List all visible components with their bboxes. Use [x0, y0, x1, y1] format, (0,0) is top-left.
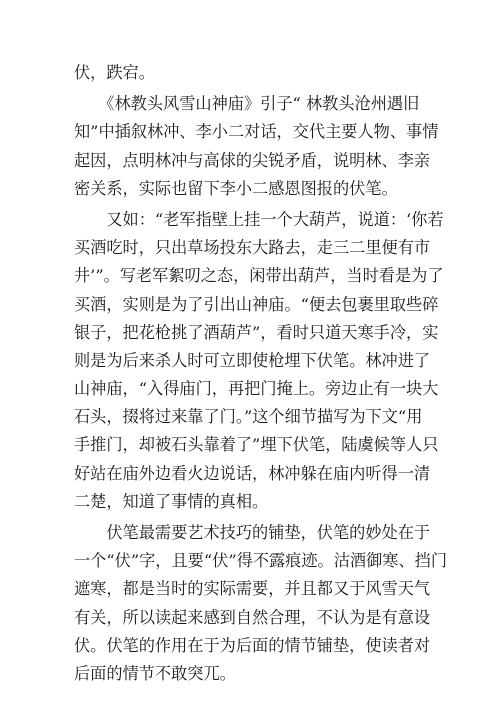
text-line: 买酒，实则是为了引出山神庙。“便去包裹里取些碎 [74, 294, 439, 314]
text-line: 山神庙，“入得庙门，再把门掩上。旁边止有一块大 [74, 379, 439, 399]
text-line: 《林教头风雪山神庙》引子“ 林教头沧州遇旧 [74, 94, 420, 114]
text-line: 一个“伏”字，且要“伏”得不露痕迹。沽酒御寒、挡门 [74, 551, 448, 571]
text-line: 好站在庙外边看火边说话，林冲躲在庙内听得一清 [74, 463, 431, 483]
text-line: 石头，掇将过来靠了门。”这个细节描写为下文“用 [74, 407, 423, 427]
text-line: 遮寒，都是当时的实际需要，并且都又于风雪天气 [74, 579, 431, 599]
text-line: 有关，所以读起来感到自然合理，不认为是有意设 [74, 607, 431, 627]
paragraph-2 [74, 90, 439, 203]
text-line: 知”中插叙林冲、李小二对话，交代主要人物、事情 [74, 122, 439, 142]
text-line: 买酒吃时，只出草场投东大路去，走三二里便有市 [74, 238, 431, 258]
text-line: 二楚，知道了事情的真相。 [74, 491, 269, 511]
text-line: 伏笔最需要艺术技巧的铺垫，伏笔的妙处在于 [74, 523, 431, 542]
paragraph-1 [74, 59, 430, 87]
text-line: 起因，点明林冲与高俅的尖锐矛盾，说明林、李亲 [74, 150, 431, 170]
text-line: 手推门，却被石头靠着了”埋下伏笔，陆虞候等人只 [74, 435, 439, 455]
text-line: 伏，跌宕。 [74, 63, 155, 82]
text-line: 后面的情节不敢突兀。 [74, 663, 236, 683]
text-line: 则是为后来杀人时可立即使枪埋下伏笔。林冲进了 [74, 350, 431, 370]
text-line: 银子，把花枪挑了酒葫芦”，看时只道天寒手冷，实 [74, 322, 439, 342]
text-line: 又如：“老军指壁上挂一个大葫芦，说道：‘你若 [74, 209, 444, 229]
paragraph-4 [74, 519, 448, 688]
paragraph-3 [74, 206, 444, 516]
text-line: 伏。伏笔的作用在于为后面的情节铺垫，使读者对 [74, 635, 431, 655]
document-page [74, 59, 448, 688]
text-line: 井’”。写老军絮叨之态，闲带出葫芦，当时看是为了 [74, 266, 444, 286]
text-line: 密关系，实际也留下李小二感恩图报的伏笔。 [74, 178, 398, 198]
